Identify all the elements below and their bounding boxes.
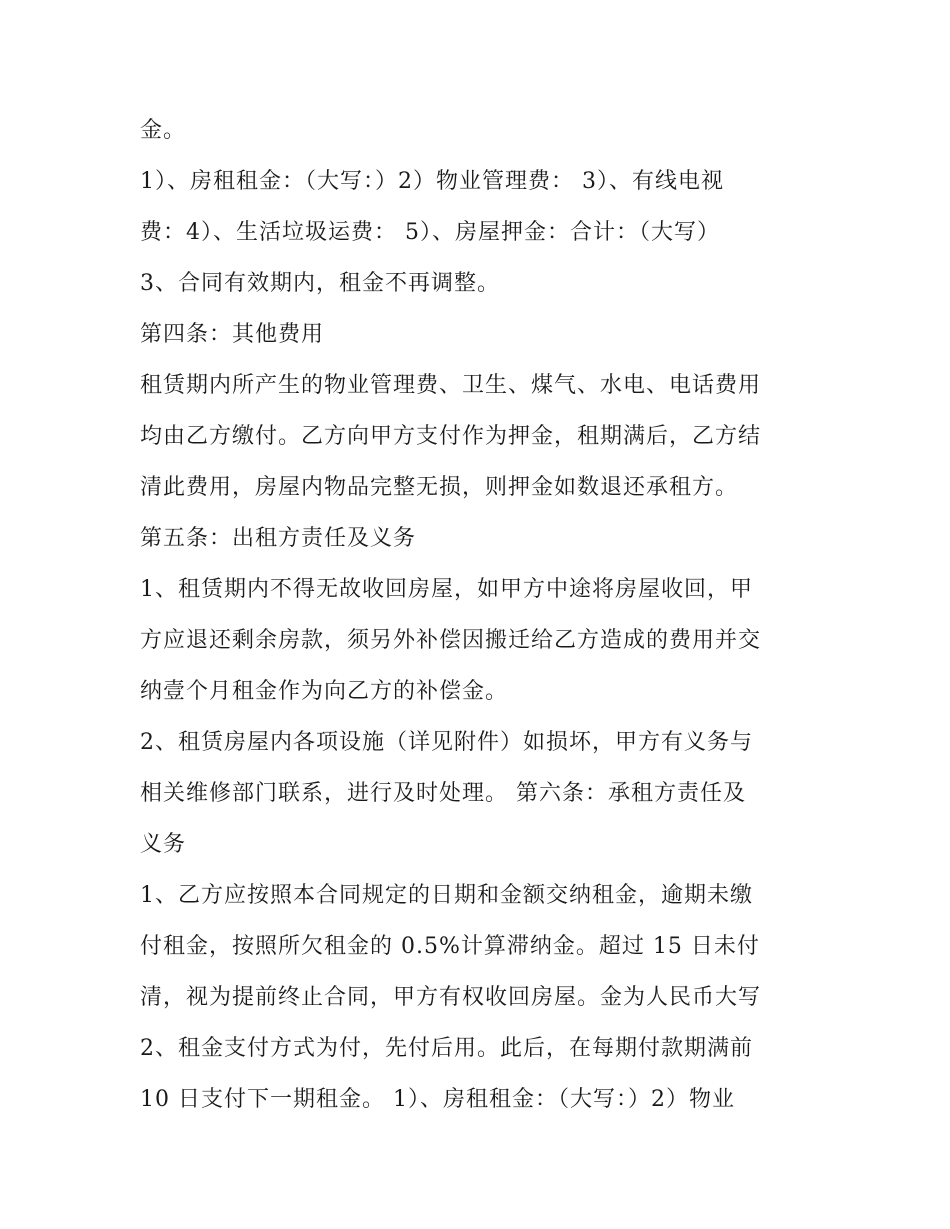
text-line-1: 金。 <box>140 118 187 143</box>
document-body <box>140 105 820 1125</box>
text-line-8: 清此费用，房屋内物品完整无损，则押金如数退还承租方。 <box>140 475 739 500</box>
text-line-16: 1、乙方应按照本合同规定的日期和金额交纳租金，逾期未缴 <box>140 883 753 908</box>
section-heading-5: 第五条：出租方责任及义务 <box>140 526 417 551</box>
section-heading-4: 第四条：其他费用 <box>140 322 325 347</box>
text-line-12: 纳壹个月租金作为向乙方的补偿金。 <box>140 679 509 704</box>
text-line-18: 清，视为提前终止合同，甲方有权收回房屋。金为人民币大写 <box>140 985 762 1010</box>
text-line-3: 费：4）、生活垃圾运费： 5）、房屋押金：合计：（大写） <box>140 220 720 245</box>
text-line-10: 1、租赁期内不得无故收回房屋，如甲方中途将房屋收回，甲 <box>140 577 753 602</box>
text-line-13: 2、租赁房屋内各项设施（详见附件）如损坏，甲方有义务与 <box>140 730 753 755</box>
text-line-14: 相关维修部门联系，进行及时处理。 第六条：承租方责任及 <box>140 781 746 806</box>
text-line-19: 2、租金支付方式为付，先付后用。此后，在每期付款期满前 <box>140 1036 753 1061</box>
text-line-6: 租赁期内所产生的物业管理费、卫生、煤气、水电、电话费用 <box>140 373 762 398</box>
text-line-20: 10 日支付下一期租金。 1）、房租租金：（大写：）2）物业 <box>140 1087 735 1112</box>
text-line-7: 均由乙方缴付。乙方向甲方支付作为押金，租期满后，乙方结 <box>140 424 762 449</box>
text-line-15: 义务 <box>140 832 187 857</box>
text-line-4: 3、合同有效期内，租金不再调整。 <box>140 271 500 296</box>
text-line-17: 付租金，按照所欠租金的 0.5%计算滞纳金。超过 15 日未付 <box>140 934 760 959</box>
text-line-11: 方应退还剩余房款，须另外补偿因搬迁给乙方造成的费用并交 <box>140 628 762 653</box>
text-line-2: 1）、房租租金：（大写：）2）物业管理费： 3）、有线电视 <box>140 169 724 194</box>
